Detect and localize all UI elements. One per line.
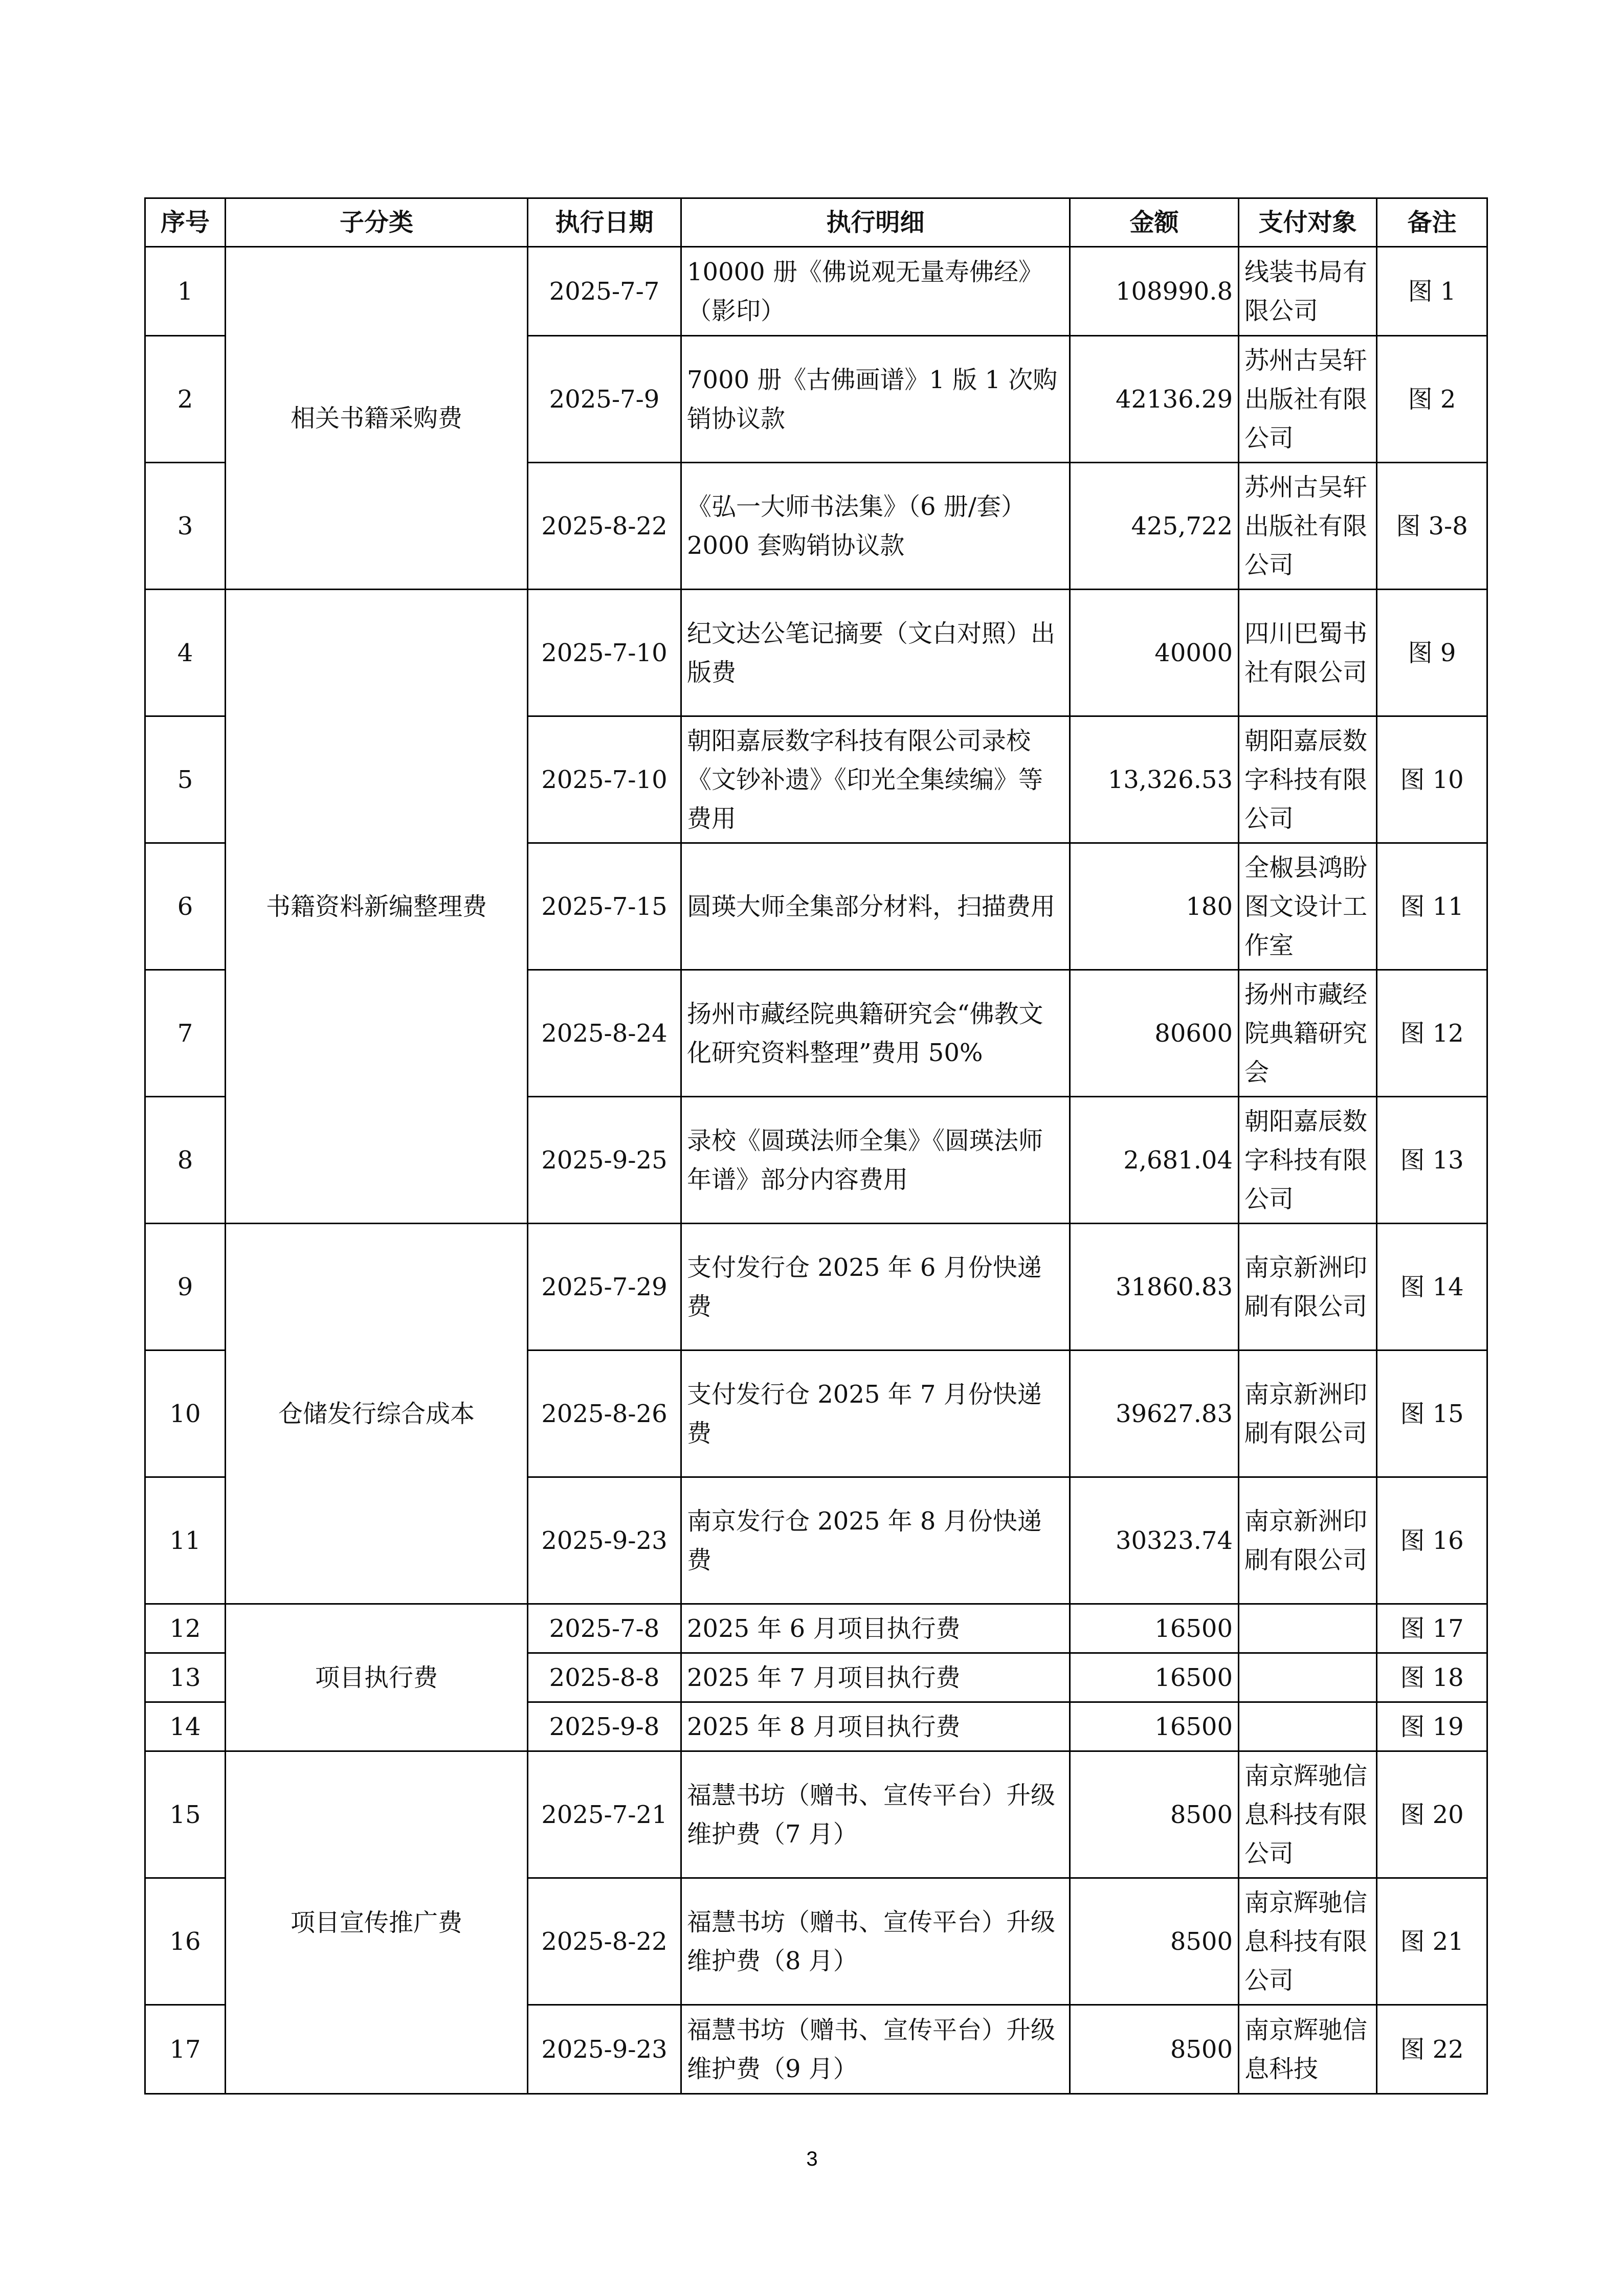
table-row bbox=[145, 590, 1487, 716]
cell-note: 图 20 bbox=[1377, 1751, 1487, 1878]
cell-amount: 16500 bbox=[1070, 1702, 1239, 1751]
cell-no: 2 bbox=[145, 336, 226, 463]
cell-note: 图 1 bbox=[1377, 247, 1487, 336]
expense-table bbox=[144, 197, 1488, 2095]
cell-payee: 全椒县鸿盼图文设计工作室 bbox=[1239, 843, 1377, 970]
cell-amount: 2,681.04 bbox=[1070, 1097, 1239, 1224]
table-row bbox=[145, 247, 1487, 336]
cell-detail: 10000 册《佛说观无量寿佛经》（影印） bbox=[681, 247, 1070, 336]
cell-payee bbox=[1239, 1653, 1377, 1702]
cell-no: 16 bbox=[145, 1878, 226, 2005]
cell-date: 2025-8-8 bbox=[528, 1653, 681, 1702]
cell-note: 图 15 bbox=[1377, 1350, 1487, 1477]
cell-amount: 39627.83 bbox=[1070, 1350, 1239, 1477]
cell-date: 2025-9-23 bbox=[528, 2005, 681, 2094]
cell-payee: 苏州古吴轩出版社有限公司 bbox=[1239, 463, 1377, 590]
cell-amount: 40000 bbox=[1070, 590, 1239, 716]
cell-note: 图 19 bbox=[1377, 1702, 1487, 1751]
cell-date: 2025-9-25 bbox=[528, 1097, 681, 1224]
header-date: 执行日期 bbox=[528, 198, 681, 247]
table-body bbox=[145, 247, 1487, 2094]
cell-no: 11 bbox=[145, 1477, 226, 1604]
cell-no: 13 bbox=[145, 1653, 226, 1702]
cell-note: 图 3-8 bbox=[1377, 463, 1487, 590]
cell-no: 9 bbox=[145, 1224, 226, 1350]
cell-payee: 南京辉驰信息科技有限公司 bbox=[1239, 1751, 1377, 1878]
cell-date: 2025-9-8 bbox=[528, 1702, 681, 1751]
cell-date: 2025-7-10 bbox=[528, 590, 681, 716]
cell-detail: 2025 年 7 月项目执行费 bbox=[681, 1653, 1070, 1702]
cell-no: 8 bbox=[145, 1097, 226, 1224]
cell-detail: 支付发行仓 2025 年 7 月份快递费 bbox=[681, 1350, 1070, 1477]
cell-detail: 朝阳嘉辰数字科技有限公司录校《文钞补遗》《印光全集续编》等费用 bbox=[681, 716, 1070, 843]
cell-date: 2025-7-10 bbox=[528, 716, 681, 843]
cell-date: 2025-7-8 bbox=[528, 1604, 681, 1653]
cell-amount: 13,326.53 bbox=[1070, 716, 1239, 843]
cell-detail: 福慧书坊（赠书、宣传平台）升级维护费（9 月） bbox=[681, 2005, 1070, 2094]
cell-date: 2025-7-15 bbox=[528, 843, 681, 970]
cell-amount: 108990.8 bbox=[1070, 247, 1239, 336]
cell-note: 图 9 bbox=[1377, 590, 1487, 716]
cell-no: 4 bbox=[145, 590, 226, 716]
cell-detail: 纪文达公笔记摘要（文白对照）出版费 bbox=[681, 590, 1070, 716]
cell-subcategory: 相关书籍采购费 bbox=[226, 247, 528, 590]
cell-no: 5 bbox=[145, 716, 226, 843]
cell-amount: 31860.83 bbox=[1070, 1224, 1239, 1350]
table-row bbox=[145, 1224, 1487, 1350]
cell-note: 图 17 bbox=[1377, 1604, 1487, 1653]
cell-no: 1 bbox=[145, 247, 226, 336]
cell-subcategory: 项目宣传推广费 bbox=[226, 1751, 528, 2094]
cell-payee: 苏州古吴轩出版社有限公司 bbox=[1239, 336, 1377, 463]
cell-amount: 30323.74 bbox=[1070, 1477, 1239, 1604]
cell-payee bbox=[1239, 1604, 1377, 1653]
page-number: 3 bbox=[806, 2148, 818, 2170]
cell-detail: 南京发行仓 2025 年 8 月份快递费 bbox=[681, 1477, 1070, 1604]
table-row bbox=[145, 1604, 1487, 1653]
cell-payee bbox=[1239, 1702, 1377, 1751]
cell-amount: 8500 bbox=[1070, 2005, 1239, 2094]
cell-subcategory: 仓储发行综合成本 bbox=[226, 1224, 528, 1604]
cell-note: 图 12 bbox=[1377, 970, 1487, 1097]
cell-amount: 16500 bbox=[1070, 1604, 1239, 1653]
cell-no: 10 bbox=[145, 1350, 226, 1477]
cell-subcategory: 书籍资料新编整理费 bbox=[226, 590, 528, 1224]
cell-no: 14 bbox=[145, 1702, 226, 1751]
header-row bbox=[145, 198, 1487, 247]
cell-detail: 扬州市藏经院典籍研究会“佛教文化研究资料整理”费用 50% bbox=[681, 970, 1070, 1097]
cell-date: 2025-7-7 bbox=[528, 247, 681, 336]
cell-detail: 福慧书坊（赠书、宣传平台）升级维护费（8 月） bbox=[681, 1878, 1070, 2005]
cell-amount: 180 bbox=[1070, 843, 1239, 970]
cell-note: 图 13 bbox=[1377, 1097, 1487, 1224]
cell-payee: 四川巴蜀书社有限公司 bbox=[1239, 590, 1377, 716]
cell-date: 2025-8-24 bbox=[528, 970, 681, 1097]
cell-date: 2025-8-26 bbox=[528, 1350, 681, 1477]
cell-detail: 2025 年 8 月项目执行费 bbox=[681, 1702, 1070, 1751]
cell-payee: 线装书局有限公司 bbox=[1239, 247, 1377, 336]
cell-payee: 扬州市藏经院典籍研究会 bbox=[1239, 970, 1377, 1097]
cell-no: 6 bbox=[145, 843, 226, 970]
cell-detail: 2025 年 6 月项目执行费 bbox=[681, 1604, 1070, 1653]
cell-note: 图 22 bbox=[1377, 2005, 1487, 2094]
cell-detail: 福慧书坊（赠书、宣传平台）升级维护费（7 月） bbox=[681, 1751, 1070, 1878]
cell-note: 图 14 bbox=[1377, 1224, 1487, 1350]
header-subcategory: 子分类 bbox=[226, 198, 528, 247]
cell-date: 2025-7-29 bbox=[528, 1224, 681, 1350]
cell-date: 2025-8-22 bbox=[528, 463, 681, 590]
cell-note: 图 11 bbox=[1377, 843, 1487, 970]
cell-date: 2025-7-21 bbox=[528, 1751, 681, 1878]
cell-detail: 录校《圆瑛法师全集》《圆瑛法师年谱》部分内容费用 bbox=[681, 1097, 1070, 1224]
cell-note: 图 10 bbox=[1377, 716, 1487, 843]
cell-payee: 南京辉驰信息科技 bbox=[1239, 2005, 1377, 2094]
cell-note: 图 2 bbox=[1377, 336, 1487, 463]
cell-payee: 朝阳嘉辰数字科技有限公司 bbox=[1239, 716, 1377, 843]
cell-note: 图 18 bbox=[1377, 1653, 1487, 1702]
header-note: 备注 bbox=[1377, 198, 1487, 247]
cell-no: 3 bbox=[145, 463, 226, 590]
header-payee: 支付对象 bbox=[1239, 198, 1377, 247]
header-no: 序号 bbox=[145, 198, 226, 247]
cell-payee: 南京辉驰信息科技有限公司 bbox=[1239, 1878, 1377, 2005]
cell-amount: 80600 bbox=[1070, 970, 1239, 1097]
cell-payee: 南京新洲印刷有限公司 bbox=[1239, 1224, 1377, 1350]
cell-payee: 朝阳嘉辰数字科技有限公司 bbox=[1239, 1097, 1377, 1224]
cell-detail: 圆瑛大师全集部分材料，扫描费用 bbox=[681, 843, 1070, 970]
cell-no: 15 bbox=[145, 1751, 226, 1878]
cell-amount: 42136.29 bbox=[1070, 336, 1239, 463]
cell-amount: 16500 bbox=[1070, 1653, 1239, 1702]
cell-amount: 8500 bbox=[1070, 1878, 1239, 2005]
cell-note: 图 21 bbox=[1377, 1878, 1487, 2005]
cell-date: 2025-7-9 bbox=[528, 336, 681, 463]
table-row bbox=[145, 1751, 1487, 1878]
cell-detail: 《弘一大师书法集》（6 册/套）2000 套购销协议款 bbox=[681, 463, 1070, 590]
cell-date: 2025-8-22 bbox=[528, 1878, 681, 2005]
header-detail: 执行明细 bbox=[681, 198, 1070, 247]
cell-subcategory: 项目执行费 bbox=[226, 1604, 528, 1751]
cell-detail: 7000 册《古佛画谱》1 版 1 次购销协议款 bbox=[681, 336, 1070, 463]
cell-detail: 支付发行仓 2025 年 6 月份快递费 bbox=[681, 1224, 1070, 1350]
cell-payee: 南京新洲印刷有限公司 bbox=[1239, 1350, 1377, 1477]
cell-no: 17 bbox=[145, 2005, 226, 2094]
cell-amount: 425,722 bbox=[1070, 463, 1239, 590]
cell-no: 7 bbox=[145, 970, 226, 1097]
cell-note: 图 16 bbox=[1377, 1477, 1487, 1604]
header-amount: 金额 bbox=[1070, 198, 1239, 247]
cell-amount: 8500 bbox=[1070, 1751, 1239, 1878]
cell-date: 2025-9-23 bbox=[528, 1477, 681, 1604]
cell-payee: 南京新洲印刷有限公司 bbox=[1239, 1477, 1377, 1604]
cell-no: 12 bbox=[145, 1604, 226, 1653]
